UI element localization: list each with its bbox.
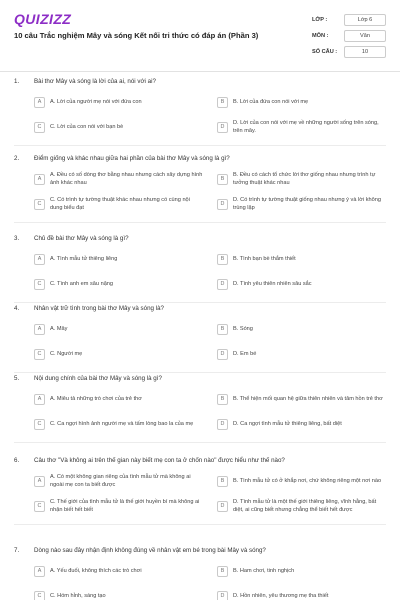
option-letter-box: D bbox=[217, 199, 228, 210]
meta-row-grade bbox=[312, 12, 386, 28]
option-text: C. Hóm hỉnh, sáng tạo bbox=[50, 592, 106, 599]
question-number: 3. bbox=[14, 235, 20, 242]
answer-options bbox=[14, 94, 386, 136]
option-text: C. Ca ngợi hình ảnh người mẹ và tấm lòng bao la của mẹ bbox=[50, 420, 194, 427]
option-text: D. Ca ngợi tình mẫu tử thiêng liêng, bất diệt bbox=[233, 420, 342, 427]
question-number: 6. bbox=[14, 457, 20, 464]
question-item bbox=[0, 375, 400, 443]
page-header bbox=[0, 0, 400, 72]
question-header bbox=[14, 155, 386, 163]
option-text: A. Lời của người mẹ nói với đứa con bbox=[50, 98, 142, 105]
option-text: B. Ham chơi, tinh nghịch bbox=[233, 567, 295, 574]
question-number: 7. bbox=[14, 547, 20, 554]
option-letter-box: B bbox=[217, 174, 228, 185]
answer-option[interactable] bbox=[34, 276, 203, 293]
option-letter-box: C bbox=[34, 591, 45, 600]
answer-option[interactable] bbox=[217, 588, 386, 600]
quizizz-logo: QUIZIZZ bbox=[14, 11, 72, 27]
question-number: 5. bbox=[14, 375, 20, 382]
option-text: D. Hồn nhiên, yêu thương mẹ tha thiết bbox=[233, 592, 329, 599]
option-text: B. Thể hiện mối quan hệ giữa thiên nhiên và tâm hồn trẻ thơ bbox=[233, 395, 383, 402]
meta-label: SỐ CÂU : bbox=[312, 49, 338, 55]
question-item bbox=[0, 155, 400, 223]
grade-field: Lớp 6 bbox=[344, 14, 386, 26]
option-text: A. Có một không gian riêng của tình mẫu tử mà không ai ngoài mẹ con ta biết được bbox=[50, 474, 191, 488]
question-count-field: 10 bbox=[344, 46, 386, 58]
question-item bbox=[0, 305, 400, 373]
answer-option[interactable] bbox=[217, 391, 386, 408]
option-letter-box: B bbox=[217, 394, 228, 405]
option-text: A. Tình mẫu tử thiêng liêng bbox=[50, 255, 118, 262]
question-text: Dòng nào sau đây nhận định không đúng về nhân vật em bé trong bài Mây và sóng? bbox=[34, 547, 266, 554]
question-item bbox=[0, 235, 400, 303]
option-text: D. Có trình tự tường thuật giống nhau nhưng ý và lời không trùng lặp bbox=[233, 197, 381, 211]
question-divider bbox=[14, 145, 386, 146]
answer-option[interactable] bbox=[34, 94, 203, 111]
option-text: B. Tình bạn bè thắm thiết bbox=[233, 255, 296, 262]
answer-option[interactable] bbox=[34, 346, 203, 363]
option-letter-box: C bbox=[34, 122, 45, 133]
answer-option[interactable] bbox=[34, 251, 203, 268]
question-item bbox=[0, 78, 400, 146]
option-text: B. Lời của đứa con nói với mẹ bbox=[233, 98, 309, 105]
option-text: C. Người mẹ bbox=[50, 350, 83, 357]
option-text: D. Tình mẫu tử là một thế giới thiêng liêng, vĩnh hằng, bất diệt, ai cũng biết nhưng chẳng thể biết hết được bbox=[233, 499, 377, 513]
option-letter-box: D bbox=[217, 501, 228, 512]
option-text: D. Em bé bbox=[233, 350, 257, 357]
option-letter-box: C bbox=[34, 349, 45, 360]
question-number: 4. bbox=[14, 305, 20, 312]
answer-option[interactable] bbox=[217, 416, 386, 433]
option-text: A. Mây bbox=[50, 325, 68, 332]
question-divider bbox=[14, 372, 386, 373]
answer-options bbox=[14, 391, 386, 433]
answer-option[interactable] bbox=[34, 588, 203, 600]
question-text: Điểm giống và khác nhau giữa hai phần của bài thơ Mây và sóng là gì? bbox=[34, 155, 230, 162]
option-letter-box: B bbox=[217, 476, 228, 487]
option-letter-box: A bbox=[34, 174, 45, 185]
option-text: B. Tình mẫu tử có ở khắp nơi, chứ không riêng một nơi nào bbox=[233, 477, 382, 484]
answer-option[interactable] bbox=[217, 473, 386, 490]
option-letter-box: D bbox=[217, 419, 228, 430]
worksheet-meta bbox=[312, 12, 386, 60]
question-header bbox=[14, 235, 386, 243]
answer-option[interactable] bbox=[217, 498, 386, 515]
question-number: 1. bbox=[14, 78, 20, 85]
option-text: C. Lời của con nói với bạn bè bbox=[50, 123, 124, 130]
option-letter-box: A bbox=[34, 476, 45, 487]
answer-option[interactable] bbox=[34, 119, 203, 136]
answer-option[interactable] bbox=[217, 94, 386, 111]
option-text: C. Thế giới của tình mẫu tử là thế giới huyền bí mà không ai nhận biết hết biết bbox=[50, 499, 200, 513]
question-text: Nội dung chính của bài thơ Mây và sóng là gì? bbox=[34, 375, 162, 382]
option-letter-box: B bbox=[217, 324, 228, 335]
meta-row-subject bbox=[312, 28, 386, 44]
question-text: Chủ đề bài thơ Mây và sóng là gì? bbox=[34, 235, 129, 242]
option-letter-box: C bbox=[34, 279, 45, 290]
answer-option[interactable] bbox=[217, 119, 386, 136]
option-letter-box: B bbox=[217, 566, 228, 577]
answer-option[interactable] bbox=[217, 171, 386, 188]
option-letter-box: B bbox=[217, 254, 228, 265]
answer-option[interactable] bbox=[34, 473, 203, 490]
answer-option[interactable] bbox=[34, 391, 203, 408]
answer-option[interactable] bbox=[217, 321, 386, 338]
option-text: D. Lời của con nói với mẹ về những người sống trên sóng, trên mây. bbox=[233, 120, 379, 134]
option-letter-box: D bbox=[217, 591, 228, 600]
option-letter-box: C bbox=[34, 419, 45, 430]
answer-option[interactable] bbox=[34, 196, 203, 213]
answer-option[interactable] bbox=[217, 251, 386, 268]
option-letter-box: C bbox=[34, 501, 45, 512]
option-letter-box: D bbox=[217, 122, 228, 133]
option-letter-box: A bbox=[34, 566, 45, 577]
question-text: Câu thơ "Và không ai trên thế gian này biết mẹ con ta ở chốn nào" được hiểu như thế nào? bbox=[34, 457, 285, 464]
option-letter-box: B bbox=[217, 97, 228, 108]
answer-option[interactable] bbox=[34, 321, 203, 338]
option-text: B. Sóng bbox=[233, 325, 253, 332]
question-header bbox=[14, 457, 386, 465]
question-header bbox=[14, 78, 386, 86]
answer-option[interactable] bbox=[217, 346, 386, 363]
question-divider bbox=[14, 302, 386, 303]
option-text: A. Miêu tả những trò chơi của trẻ thơ bbox=[50, 395, 142, 402]
answer-option[interactable] bbox=[34, 171, 203, 188]
option-letter-box: A bbox=[34, 324, 45, 335]
option-letter-box: A bbox=[34, 394, 45, 405]
option-text: C. Có trình tự tường thuật khác nhau nhưng có cùng nội dung biểu đạt bbox=[50, 197, 190, 211]
option-text: B. Đều có cách tổ chức lời thơ giống nhau nhưng trình tự tưởng thuật khác nhau bbox=[233, 172, 376, 186]
question-divider bbox=[14, 222, 386, 223]
answer-option[interactable] bbox=[34, 498, 203, 515]
option-letter-box: C bbox=[34, 199, 45, 210]
page-title: 10 câu Trắc nghiệm Mây và sóng Kết nối tri thức có đáp án (Phần 3) bbox=[14, 31, 259, 40]
question-number: 2. bbox=[14, 155, 20, 162]
subject-field: Văn bbox=[344, 30, 386, 42]
option-text: A. Yếu đuối, không thích các trò chơi bbox=[50, 567, 142, 574]
option-letter-box: D bbox=[217, 279, 228, 290]
answer-options bbox=[14, 251, 386, 293]
meta-row-count bbox=[312, 44, 386, 60]
answer-options bbox=[14, 563, 386, 600]
question-item bbox=[0, 547, 400, 600]
meta-label: LỚP : bbox=[312, 17, 328, 23]
answer-option[interactable] bbox=[217, 563, 386, 580]
option-text: D. Tình yêu thiên nhiên sâu sắc bbox=[233, 280, 312, 287]
question-divider bbox=[14, 442, 386, 443]
option-letter-box: A bbox=[34, 97, 45, 108]
question-divider bbox=[14, 524, 386, 525]
option-text: A. Đều có số dòng thơ bằng nhau nhưng cách xây dựng hình ảnh khác nhau bbox=[50, 172, 203, 186]
answer-options bbox=[14, 473, 386, 515]
answer-option[interactable] bbox=[217, 276, 386, 293]
option-letter-box: D bbox=[217, 349, 228, 360]
answer-options bbox=[14, 171, 386, 213]
answer-option[interactable] bbox=[34, 416, 203, 433]
question-text: Nhân vật trữ tình trong bài thơ Mây và sóng là? bbox=[34, 305, 164, 312]
answer-option[interactable] bbox=[34, 563, 203, 580]
option-letter-box: A bbox=[34, 254, 45, 265]
question-header bbox=[14, 305, 386, 313]
option-text: C. Tình anh em sâu nặng bbox=[50, 280, 114, 287]
answer-option[interactable] bbox=[217, 196, 386, 213]
question-text: Bài thơ Mây và sóng là lời của ai, nói với ai? bbox=[34, 78, 156, 85]
answer-options bbox=[14, 321, 386, 363]
question-header bbox=[14, 547, 386, 555]
question-header bbox=[14, 375, 386, 383]
question-item bbox=[0, 457, 400, 525]
meta-label: MÔN : bbox=[312, 33, 329, 39]
